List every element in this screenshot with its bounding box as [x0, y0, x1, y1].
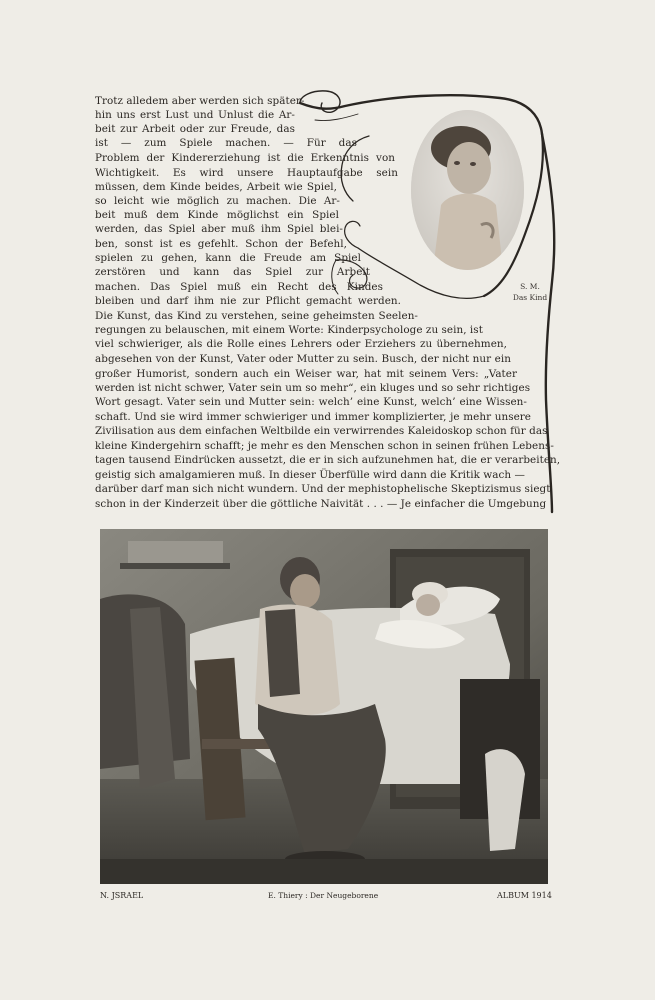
text-line: werden, das Spiel aber muß ihm Spiel blei-: [95, 223, 343, 235]
footer-caption: E. Thiery : Der Neugeborene: [268, 891, 379, 900]
text-line: Die Kunst, das Kind zu verstehen, seine geheimsten Seelen-: [95, 310, 418, 322]
text-line: werden ist nicht schwer, Vater sein um so mehr“, ein kluges und so sehr richtiges: [95, 382, 531, 394]
text-line: beit muß dem Kinde möglichst ein Spiel: [95, 209, 339, 221]
text-line: spielen zu gehen, kann die Freude am Spiel: [95, 252, 361, 264]
text-line: regungen zu belauschen, mit einem Worte: Kinderpsychologe zu sein, ist: [95, 324, 483, 336]
text-line: großer Humorist, sondern auch ein Weiser war, hat mit seinem Vers: „Vater: [95, 368, 517, 380]
child-portrait: [411, 110, 524, 270]
text-line: hin uns erst Lust und Unlust die Ar-: [95, 109, 295, 121]
text-line: viel schwieriger, als die Rolle eines Lehrers oder Erziehers zu übernehmen,: [95, 338, 507, 350]
footer-left: N. JSRAEL: [100, 891, 144, 900]
text-line: bleiben und darf ihm nie zur Pflicht gemacht werden.: [95, 295, 401, 307]
text-line: darüber darf man sich nicht wundern. Und der mephistophelische Skeptizismus siegt: [95, 483, 551, 495]
text-line: tagen tausend Eindrücken aussetzt, die er in sich aufzunehmen hat, die er verarbeiten,: [95, 454, 561, 466]
text-line: Wort gesagt. Vater sein und Mutter sein: welch’ eine Kunst, welch’ eine Wissen-: [95, 396, 527, 408]
footer-right: ALBUM 1914: [497, 891, 552, 900]
text-line: ist — zum Spiele machen. — Für das: [95, 137, 357, 149]
text-line: kleine Kindergehirn schafft; je mehr es den Menschen schon in seinen frühen Lebens-: [95, 440, 554, 452]
text-line: zerstören und kann das Spiel zur Arbeit: [95, 266, 370, 278]
text-line: Wichtigkeit. Es wird unsere Hauptaufgabe sein: [95, 167, 398, 179]
portrait-caption: [500, 281, 560, 303]
text-line: schaft. Und sie wird immer schwieriger und immer komplizierter, je mehr unsere: [95, 411, 531, 423]
portrait-caption-title: Das Kind: [512, 293, 548, 302]
text-line: Trotz alledem aber werden sich später-: [95, 95, 305, 107]
text-line: beit zur Arbeit oder zur Freude, das: [95, 123, 295, 135]
portrait-caption-initials: S. M.: [520, 282, 540, 291]
text-line: geistig sich amalgamieren muß. In dieser Überfülle wird dann die Kritik wach —: [95, 469, 525, 481]
text-line: so leicht wie möglich zu machen. Die Ar-: [95, 195, 340, 207]
text-line: abgesehen von der Kunst, Vater oder Mutter zu sein. Busch, der nicht nur ein: [95, 353, 511, 365]
text-line: ben, sonst ist es gefehlt. Schon der Befehl,: [95, 238, 347, 250]
text-line: machen. Das Spiel muß ein Recht des Kindes: [95, 281, 383, 293]
text-line: schon in der Kinderzeit über die göttliche Naivität . . . — Je einfacher die Umgebung: [95, 498, 547, 510]
text-line: Zivilisation aus dem einfachen Weltbilde ein verwirrendes Kaleidoskop schon für das: [95, 425, 548, 437]
text-line: Problem der Kindererziehung ist die Erkenntnis von: [95, 152, 395, 164]
text-line: müssen, dem Kinde beides, Arbeit wie Spiel,: [95, 181, 337, 193]
painting-image: [100, 529, 548, 884]
